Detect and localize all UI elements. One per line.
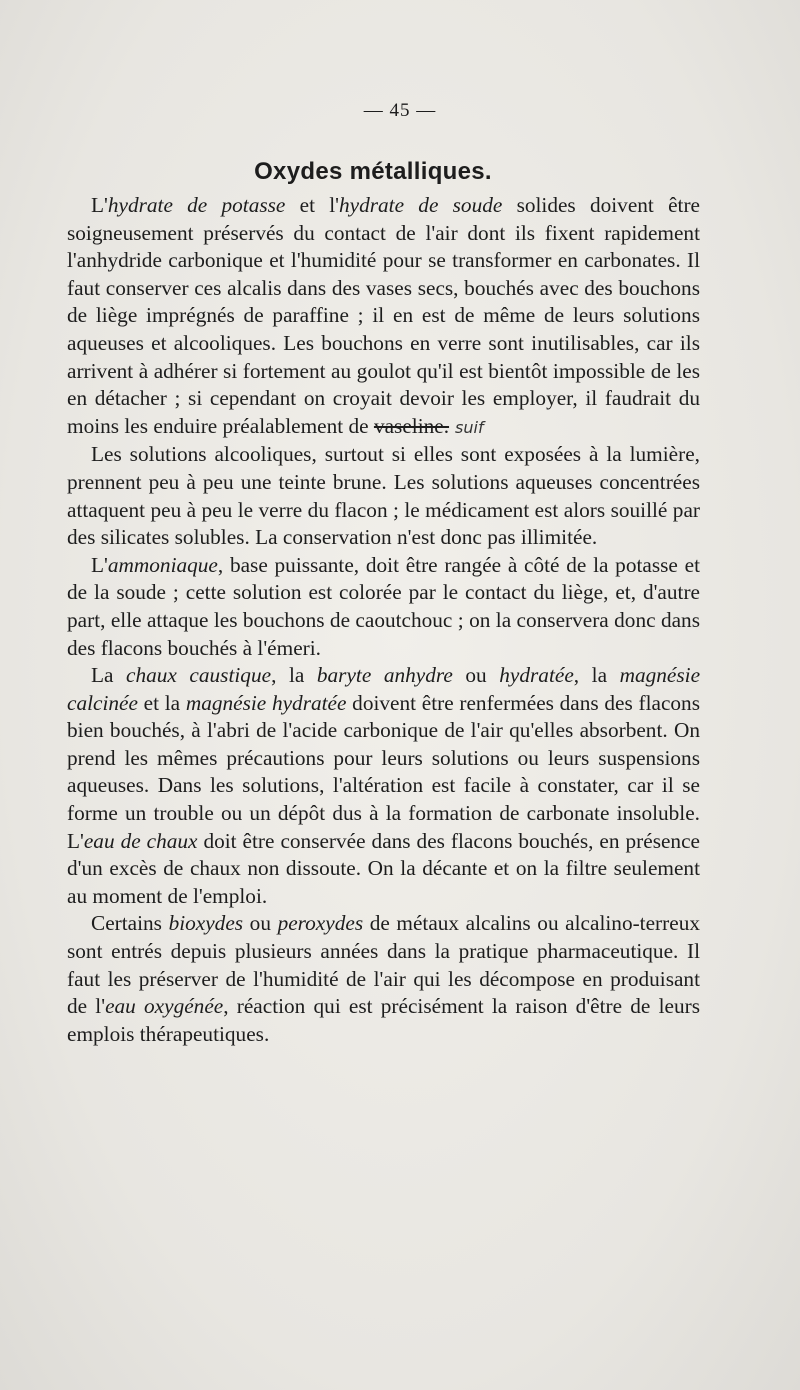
text-run: L' — [91, 193, 108, 217]
body-text — [67, 192, 700, 1048]
text-run: L' — [91, 552, 108, 577]
italic-term: hydrate de soude — [339, 193, 503, 217]
italic-term: baryte anhydre — [316, 663, 453, 688]
text-run: La — [91, 663, 127, 688]
italic-term: ammoniaque — [107, 552, 218, 577]
paragraph — [67, 552, 700, 662]
section-title: Oxydes métalliques. — [254, 158, 492, 185]
text-run: , base puissante, doit être rangée à côté de la potasse et de la soude ; cette solution est colorée par le contact du liège, et, d'autre part, elle attaque les bouchons de caoutchouc ; on la conservera donc dans des flacons bouchés à l'émeri. — [67, 552, 700, 660]
paragraph — [67, 192, 700, 441]
text-run: de métaux alcalins ou alcalino-terreux sont entrés depuis plusieurs années dans la pratique pharmaceutique. Il faut les préserver de l'humidité de l'air qui les décompose en produisant de l' — [67, 911, 700, 1019]
italic-term: eau oxygénée — [105, 994, 224, 1019]
text-run: Les solutions alcooliques, surtout si elles sont exposées à la lumière, prennent peu à peu une teinte brune. Les solutions aqueuses concentrées attaquent peu à peu le verre du flacon ; le médicament est alors souillé par des silicates solubles. La conservation n'est donc pas illimitée. — [67, 442, 700, 550]
text-run: et l' — [285, 193, 339, 217]
italic-term: chaux caustique — [126, 663, 272, 688]
italic-term: hydratée — [499, 663, 574, 688]
text-run: doit être conservée dans des flacons bouchés, en présence d'un excès de chaux non dissoute. On la décante et on la filtre seulement au moment de l'emploi. — [67, 828, 700, 908]
text-run: , réaction qui est précisément la raison d'être de leurs emplois thérapeutiques. — [67, 994, 700, 1046]
text-run: ou — [243, 911, 278, 936]
italic-term: peroxydes — [277, 911, 364, 936]
text-run: , la — [573, 663, 620, 688]
italic-term: eau de chaux — [83, 828, 198, 853]
text-run: , la — [271, 663, 317, 688]
handwritten-note: suif — [455, 417, 484, 437]
text-run: Certains — [91, 911, 169, 936]
italic-term: hydrate de potasse — [107, 193, 286, 217]
page-number: — 45 — — [363, 100, 437, 121]
paragraph — [67, 441, 700, 551]
italic-term: magnésie hydratée — [185, 690, 347, 715]
paragraph — [67, 662, 700, 910]
text-run: doivent être renfermées dans des flacons bien bouchés, à l'abri de l'acide carbonique de l'air qu'elles absorbent. On prend les mêmes précautions pour leurs solutions ou leurs suspensions aqueuses. Dans les solutions, l'altération est facile à constater, car il se forme un trouble ou un dépôt dus à la formation de carbonate insoluble. L' — [67, 690, 700, 853]
italic-term: magnésie calcinée — [67, 663, 701, 715]
text-run: ou — [452, 663, 500, 688]
text-run: solides doivent être soigneusement préservés du contact de l'air dont ils fixent rapidement l'anhydride carbonique et l'humidité pour se transformer en carbonates. Il faut conserver ces alcalis dans des vases secs, bouchés avec des bouchons de liège imprégnés de paraffine ; il en est de même de leurs solutions aqueuses et alcooliques. Les bouchons en verre sont inutilisables, car ils arrivent à adhérer si fortement au goulot qu'il est bientôt impossible de les en détacher ; si cependant on croyait devoir les employer, il faudrait du moins les enduire préalablement de — [67, 193, 700, 438]
struck-word: vaseline. — [373, 413, 450, 438]
paragraph — [67, 910, 700, 1048]
italic-term: bioxydes — [168, 911, 244, 936]
text-run: et la — [137, 690, 186, 715]
